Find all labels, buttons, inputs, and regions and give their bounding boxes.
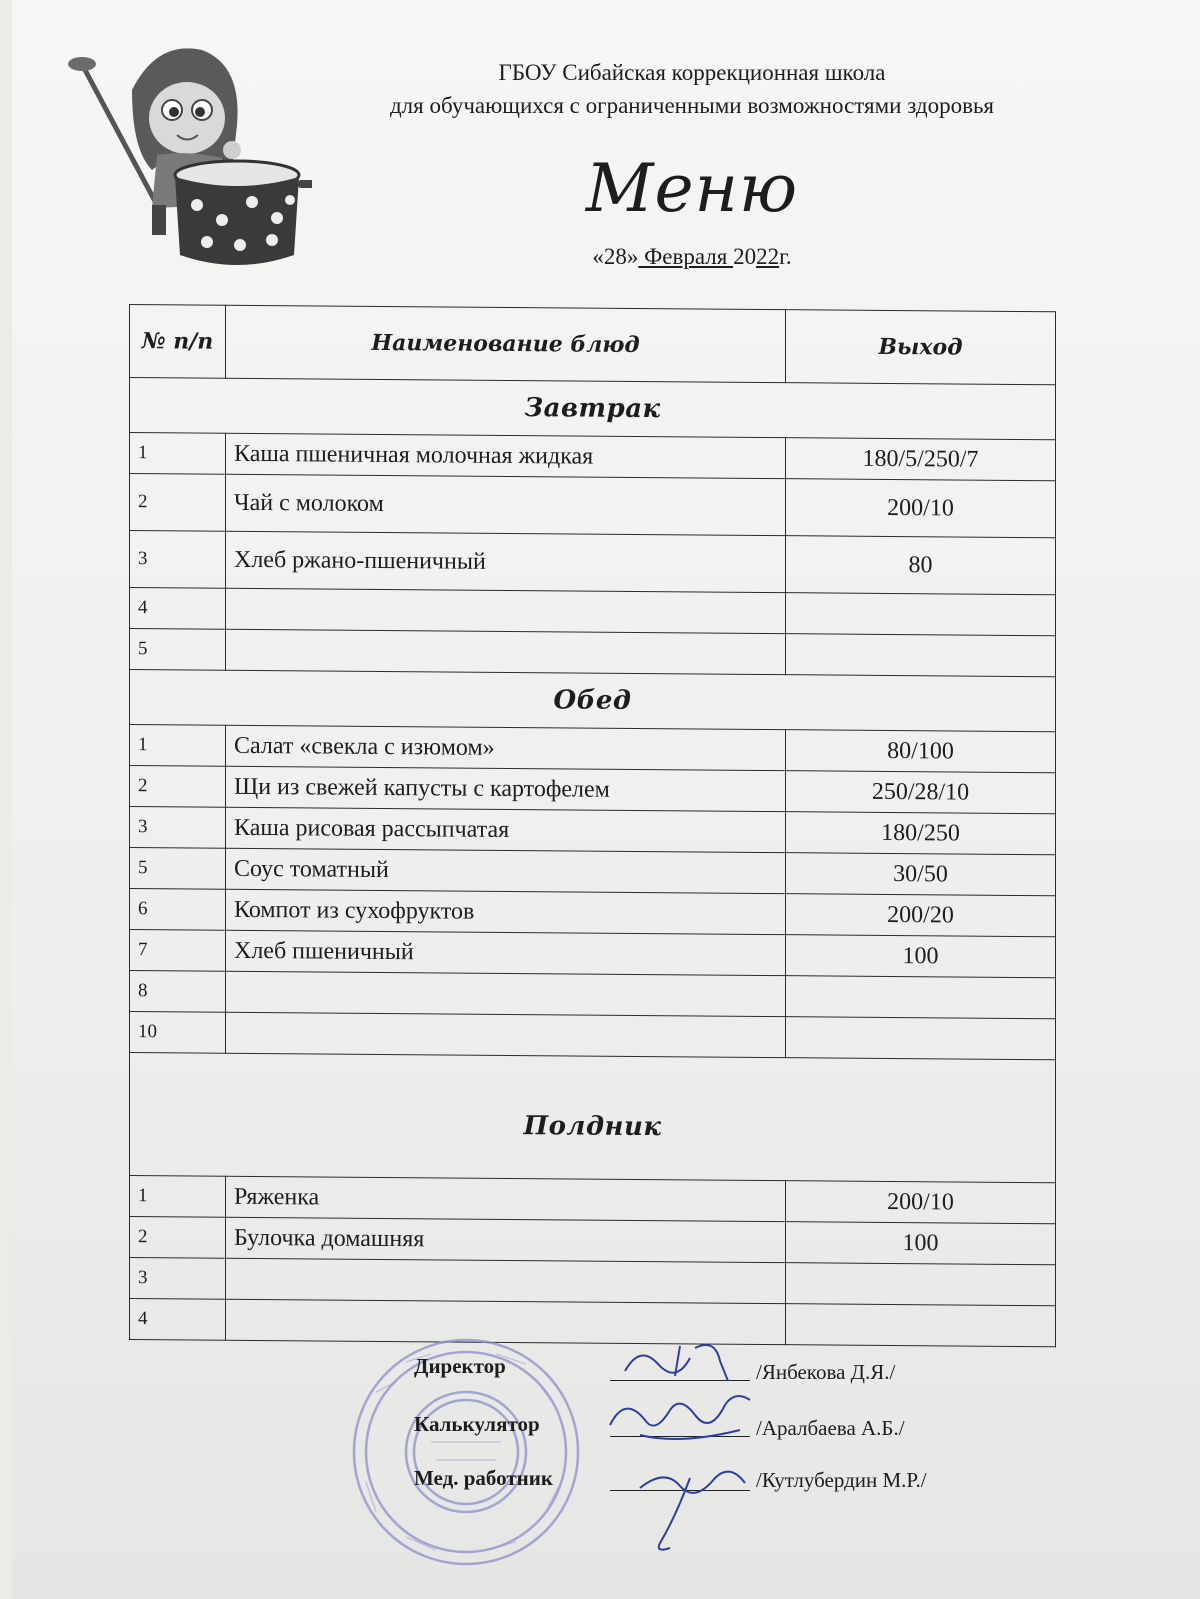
dish-output: 80 bbox=[786, 536, 1056, 595]
table-row bbox=[130, 930, 1056, 978]
dish-output: 180/250 bbox=[786, 812, 1056, 855]
calculator-signature bbox=[600, 1380, 760, 1450]
dish-name bbox=[226, 1012, 786, 1057]
header-output: Выход bbox=[786, 310, 1056, 385]
role-calculator: Калькулятор bbox=[414, 1412, 540, 1436]
director-signature bbox=[620, 1336, 750, 1386]
dish-output: 80/100 bbox=[786, 730, 1056, 773]
dish-name: Салат «свекла с изюмом» bbox=[226, 725, 786, 770]
dish-name: Соус томатный bbox=[226, 848, 786, 893]
row-number: 5 bbox=[130, 848, 226, 890]
dish-output: 180/5/250/7 bbox=[786, 438, 1056, 481]
table-row bbox=[130, 474, 1056, 538]
role-medical-worker: Мед. работник bbox=[414, 1466, 553, 1490]
dish-name bbox=[226, 1258, 786, 1303]
row-number: 1 bbox=[130, 433, 226, 475]
section-breakfast: Завтрак bbox=[130, 378, 1056, 440]
section-row bbox=[130, 1053, 1056, 1183]
header-number: № п/п bbox=[130, 305, 226, 379]
table-row bbox=[130, 629, 1056, 677]
table-row bbox=[130, 531, 1056, 595]
dish-name: Чай с молоком bbox=[226, 474, 786, 535]
menu-date bbox=[352, 244, 1032, 270]
dish-output: 200/10 bbox=[786, 479, 1056, 538]
section-row bbox=[130, 378, 1056, 440]
table-row bbox=[130, 807, 1056, 855]
table-row bbox=[130, 433, 1056, 481]
row-number: 8 bbox=[130, 971, 226, 1013]
section-lunch: Обед bbox=[130, 670, 1056, 732]
row-number: 3 bbox=[130, 1258, 226, 1300]
dish-name bbox=[226, 971, 786, 1016]
table-row bbox=[130, 1217, 1056, 1265]
medical-worker-signature bbox=[620, 1448, 760, 1558]
section-row bbox=[130, 670, 1056, 732]
dish-output: 200/10 bbox=[786, 1181, 1056, 1224]
table-row bbox=[130, 1012, 1056, 1060]
row-number: 2 bbox=[130, 766, 226, 808]
table-row bbox=[130, 971, 1056, 1019]
dish-output bbox=[786, 634, 1056, 677]
table-row bbox=[130, 588, 1056, 636]
table-row bbox=[130, 1176, 1056, 1224]
name-calculator: /Аралбаева А.Б./ bbox=[756, 1416, 905, 1440]
date-year-suffix: г. bbox=[779, 244, 792, 269]
dish-name: Щи из свежей капусты с картофелем bbox=[226, 766, 786, 811]
dish-name bbox=[226, 588, 786, 633]
dish-name: Компот из сухофруктов bbox=[226, 889, 786, 934]
date-year-underlined: 22 bbox=[756, 244, 780, 269]
menu-sheet bbox=[12, 0, 1200, 1599]
table-row bbox=[130, 1258, 1056, 1306]
table-row bbox=[130, 766, 1056, 814]
dish-output: 100 bbox=[786, 1222, 1056, 1265]
row-number: 4 bbox=[130, 1299, 226, 1341]
dish-output: 200/20 bbox=[786, 894, 1056, 937]
school-name-line-2: для обучающихся с ограниченными возможностями здоровья bbox=[389, 93, 995, 118]
row-number: 2 bbox=[130, 474, 226, 532]
dish-name: Хлеб ржано-пшеничный bbox=[226, 531, 786, 592]
row-number: 2 bbox=[130, 1217, 226, 1259]
row-number: 3 bbox=[130, 807, 226, 849]
row-number: 6 bbox=[130, 889, 226, 931]
row-number: 5 bbox=[130, 629, 226, 671]
dish-name: Каша пшеничная молочная жидкая bbox=[226, 433, 786, 478]
role-director: Директор bbox=[414, 1354, 506, 1378]
dish-name: Ряженка bbox=[226, 1176, 786, 1221]
dish-output bbox=[786, 593, 1056, 636]
section-afternoon-snack: Полдник bbox=[130, 1053, 1056, 1183]
row-number: 1 bbox=[130, 1176, 226, 1218]
row-number: 10 bbox=[130, 1012, 226, 1054]
page-title: Меню bbox=[585, 150, 799, 227]
dish-name bbox=[226, 629, 786, 674]
table-row bbox=[130, 889, 1056, 937]
dish-output bbox=[786, 1017, 1056, 1060]
table-row bbox=[130, 725, 1056, 773]
dish-output bbox=[786, 976, 1056, 1019]
dish-output: 250/28/10 bbox=[786, 771, 1056, 814]
table-row bbox=[130, 848, 1056, 896]
date-year-prefix: 20 bbox=[733, 244, 757, 269]
dish-output bbox=[786, 1263, 1056, 1306]
row-number: 1 bbox=[130, 725, 226, 767]
row-number: 7 bbox=[130, 930, 226, 972]
dish-name: Хлеб пшеничный bbox=[226, 930, 786, 975]
dish-name: Каша рисовая рассыпчатая bbox=[226, 807, 786, 852]
header-dish-name: Наименование блюд bbox=[226, 305, 786, 382]
row-number: 4 bbox=[130, 588, 226, 630]
dish-output: 100 bbox=[786, 935, 1056, 978]
name-director: /Янбекова Д.Я./ bbox=[756, 1360, 896, 1384]
date-day: «28» bbox=[592, 244, 639, 269]
row-number: 3 bbox=[130, 531, 226, 589]
menu-table bbox=[129, 304, 1056, 1347]
name-medical-worker: /Кутлубердин М.Р./ bbox=[756, 1468, 927, 1492]
dish-output: 30/50 bbox=[786, 853, 1056, 896]
signature-block bbox=[352, 1340, 1172, 1580]
date-month: Февраля bbox=[638, 244, 734, 269]
school-name-line-1: ГБОУ Сибайская коррекционная школа bbox=[498, 60, 886, 85]
dish-name: Булочка домашняя bbox=[226, 1217, 786, 1262]
